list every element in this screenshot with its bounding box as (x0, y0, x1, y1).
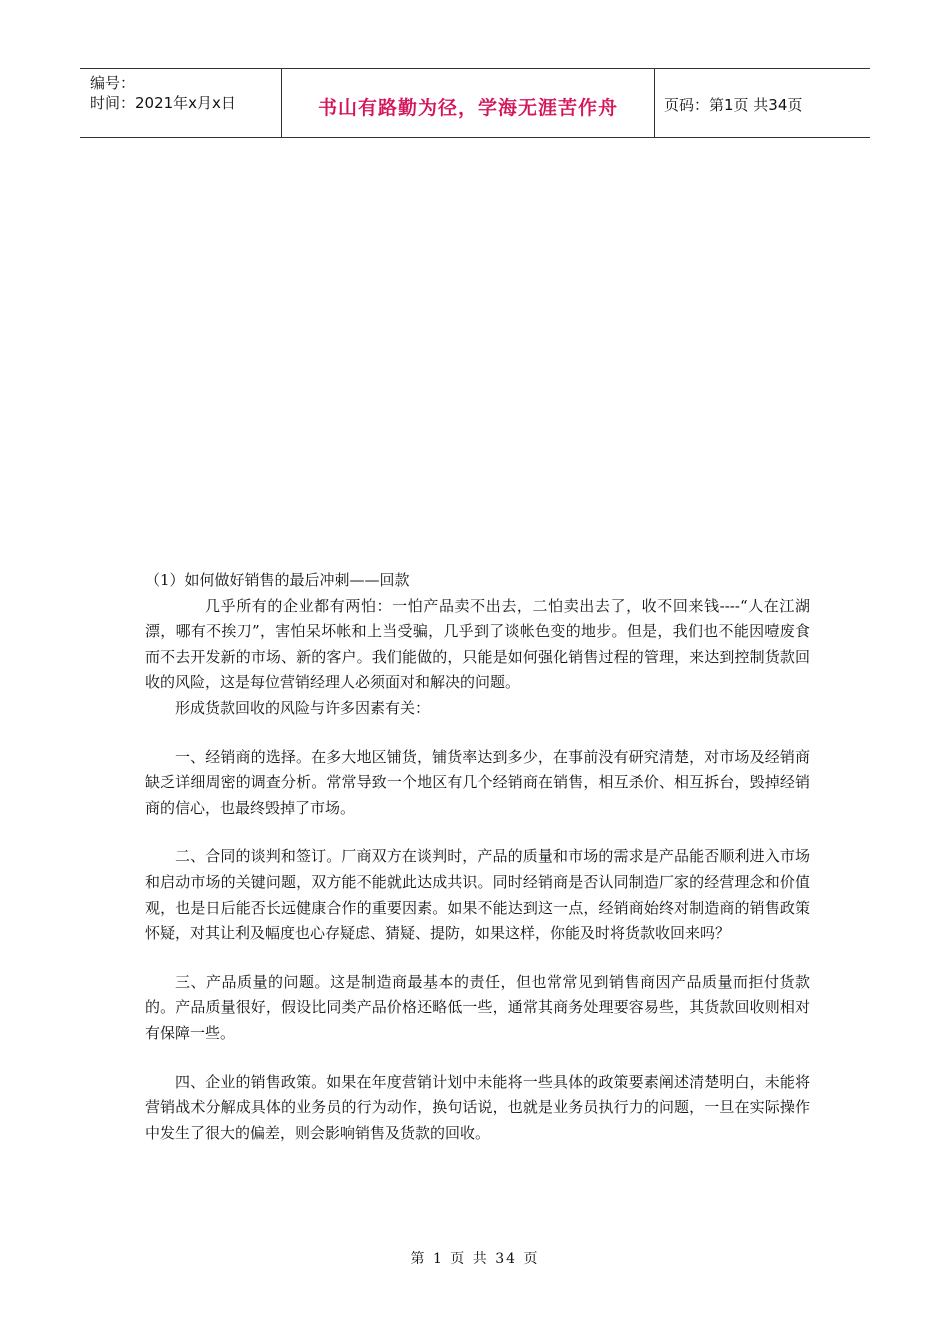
header-meta-cell (80, 69, 290, 137)
header-slogan-cell (281, 69, 655, 137)
document-body (145, 568, 810, 1146)
document-header (80, 68, 870, 138)
paragraph-intro: 几乎所有的企业都有两怕：一怕产品卖不出去，二怕卖出去了，收不回来钱----“人在江湖漂，哪有不挨刀”，害怕呆坏帐和上当受骗，几乎到了谈帐色变的地步。但是，我们也不能因噎废食而不去开发新的市场、新的客户。我们能做的，只能是如何强化销售过程的管理，来达到控制货款回收的风险，这是每位营销经理人必须面对和解决的问题。 (145, 596, 810, 692)
paragraph-dealer-selection: 一、经销商的选择。在多大地区铺货，铺货率达到多少，在事前没有研究清楚，对市场及经销商缺乏详细周密的调查分析。常常导致一个地区有几个经销商在销售，相互杀价、相互拆台，毁掉经销商的信心，也最终毁掉了市场。 (145, 747, 810, 817)
header-page-cell (654, 69, 870, 137)
number-label: 编号： (90, 74, 136, 92)
paragraph-sales-policy: 四、企业的销售政策。如果在年度营销计划中未能将一些具体的政策要素阐述清楚明白，未能将营销战术分解成具体的业务员的行为动作，换句话说，也就是业务员执行力的问题，一旦在实际操作中发生了很大的偏差，则会影响销售及货款的回收。 (145, 1072, 810, 1142)
time-label: 时间：2021年x月x日 (90, 94, 236, 112)
header-page-code: 页码：第1页 共34页 (664, 96, 803, 114)
paragraph-risk-factors: 形成货款回收的风险与许多因素有关： (175, 698, 431, 717)
section-title: （1）如何做好销售的最后冲刺——回款 (145, 571, 410, 589)
paragraph-contract: 二、合同的谈判和签订。厂商双方在谈判时，产品的质量和市场的需求是产品能否顺利进入市场和启动市场的关键问题，双方能不能就此达成共识。同时经销商是否认同制造厂家的经营理念和价值观，也是日后能否长远健康合作的重要因素。如果不能达到这一点，经销商始终对制造商的销售政策怀疑，对其让利及幅度也心存疑虑、猜疑、提防，如果这样，你能及时将货款收回来吗？ (145, 847, 810, 943)
paragraph-product-quality: 三、产品质量的问题。这是制造商最基本的责任，但也常常见到销售商因产品质量而拒付货款的。产品质量很好，假设比同类产品价格还略低一些，通常其商务处理要容易些，其货款回收则相对有保障一些。 (145, 972, 810, 1042)
page-footer: 第 1 页 共 34 页 (410, 1251, 540, 1267)
header-slogan: 书山有路勤为径，学海无涯苦作舟 (317, 97, 618, 119)
